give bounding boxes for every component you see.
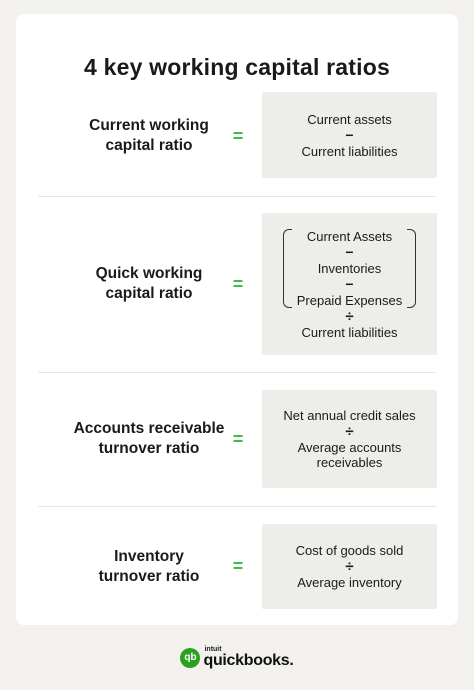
equals-sign: = <box>232 273 244 294</box>
quickbooks-logo <box>0 646 474 669</box>
ratio-row-current <box>16 92 458 180</box>
bracketed-group <box>283 229 417 308</box>
formula-term: Current liabilities <box>301 324 398 340</box>
right-bracket-icon <box>407 229 416 308</box>
formula-term: Average accounts <box>297 440 402 455</box>
formula-box <box>262 390 437 488</box>
formula-term: Cost of goods sold <box>295 543 404 558</box>
ratio-label-line: Quick working <box>95 265 203 282</box>
formula-term: Prepaid Expenses <box>296 292 403 308</box>
ratio-label-line: turnover ratio <box>98 567 200 585</box>
formula-term: Inventories <box>317 260 382 276</box>
divide-operator: ÷ <box>345 558 354 575</box>
ratio-label-line: capital ratio <box>105 137 193 154</box>
ratio-label <box>54 92 244 180</box>
formula-term: Current Assets <box>306 228 393 244</box>
minus-operator: − <box>345 126 354 143</box>
logo-intuit-text: intuit <box>204 646 222 653</box>
minus-operator: − <box>345 275 354 292</box>
equals-sign: = <box>232 556 244 576</box>
ratio-row-quick <box>16 213 458 355</box>
divide-operator: ÷ <box>345 423 354 440</box>
minus-operator: − <box>345 243 354 260</box>
ratio-label-line: turnover ratio <box>98 440 200 457</box>
logo-brand-text: quickbooks. <box>203 652 294 669</box>
divide-operator: ÷ <box>345 307 354 325</box>
formula-term: Net annual credit sales <box>283 408 416 423</box>
formula-box <box>262 213 437 355</box>
ratio-label-line: Accounts receivable <box>73 420 225 437</box>
ratio-label-line: Current working <box>89 117 209 134</box>
ratios-card <box>16 14 458 625</box>
ratio-label-line: Inventory <box>114 547 184 565</box>
equals-sign: = <box>232 125 244 146</box>
row-divider <box>38 506 436 507</box>
ratio-label-line: capital ratio <box>105 285 193 302</box>
formula-box <box>262 524 437 609</box>
formula-term: Current liabilities <box>301 143 398 159</box>
ratio-row-accounts-receivable <box>16 390 458 488</box>
quickbooks-logo-icon: qb <box>180 648 200 668</box>
ratio-label <box>54 390 244 488</box>
page-title: 4 key working capital ratios <box>84 54 390 80</box>
formula-term: Current assets <box>307 111 392 127</box>
formula-box <box>262 92 437 178</box>
ratio-label <box>54 524 244 609</box>
equals-sign: = <box>232 428 244 449</box>
row-divider <box>38 196 436 197</box>
formula-term: receivables <box>316 455 383 470</box>
row-divider <box>38 372 436 373</box>
ratio-label <box>54 213 244 355</box>
ratio-row-inventory <box>16 524 458 609</box>
formula-term: Average inventory <box>297 575 402 590</box>
left-bracket-icon <box>283 229 292 308</box>
logo-wordmark <box>203 646 293 669</box>
